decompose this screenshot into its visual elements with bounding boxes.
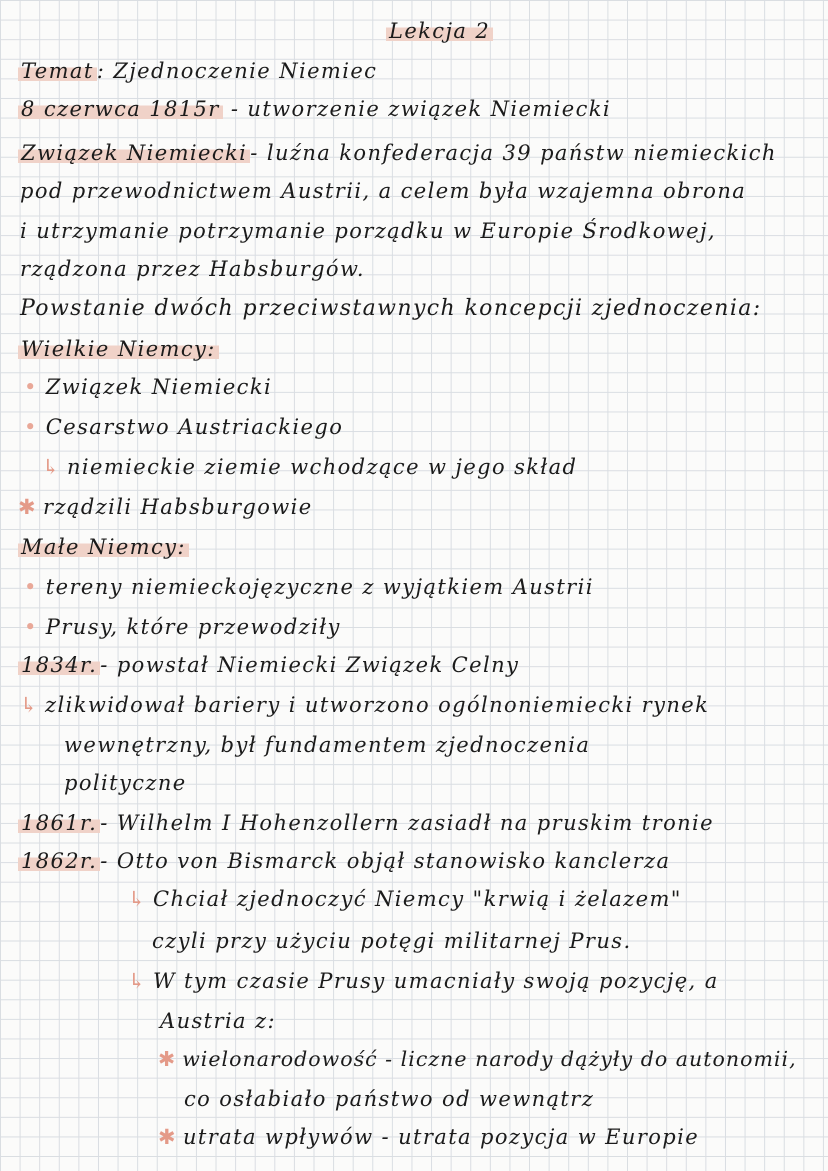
note-line: i utrzymanie potrzymanie porządku w Europie Środkowej, — [20, 219, 716, 243]
arrow-icon: ↳ — [42, 455, 61, 479]
list-subitem: ↳ Chciał zjednoczyć Niemcy "krwią i żelazem" — [128, 887, 682, 911]
note-line: polityczne — [64, 771, 187, 795]
topic-text: Zjednoczenie Niemiec — [113, 59, 378, 83]
note-line: pod przewodnictwem Austrii, a celem była wzajemna obrona — [20, 179, 747, 203]
date-highlight: 1862r. — [18, 849, 100, 873]
list-item: • Prusy, które przewodziły — [24, 615, 341, 639]
list-item: • Cesarstwo Austriackiego — [24, 415, 344, 439]
note-line: co osłabiało państwo od wewnątrz — [184, 1087, 595, 1111]
list-subitem: ✱ utrata wpływów - utrata pozycja w Europie — [158, 1125, 700, 1149]
bullet-icon: • — [24, 415, 38, 439]
arrow-icon: ↳ — [20, 693, 39, 717]
arrow-icon: ↳ — [128, 969, 147, 993]
star-icon: ✱ — [158, 1125, 177, 1149]
topic-label: Temat — [18, 59, 97, 83]
date-highlight: 1861r. — [18, 811, 100, 835]
note-line-1834: 1834r. - powstał Niemiecki Związek Celny — [18, 652, 519, 678]
term-highlight: Związek Niemiecki — [18, 141, 250, 165]
date-highlight: 1834r. — [18, 653, 100, 677]
note-line: wewnętrzny, był fundamentem zjednoczenia — [64, 733, 591, 757]
bullet-icon: • — [24, 615, 38, 639]
bullet-icon: • — [24, 575, 38, 599]
star-icon: ✱ — [158, 1047, 177, 1071]
section-heading: Wielkie Niemcy: — [18, 336, 219, 362]
note-line: Powstanie dwóch przeciwstawnych koncepcji zjednoczenia: — [20, 296, 762, 321]
list-subitem: ↳ niemieckie ziemie wchodzące w jego skład — [42, 455, 578, 479]
page-title: Lekcja 2 — [386, 18, 493, 44]
list-subitem: ↳ W tym czasie Prusy umacniały swoją pozycję, a — [128, 969, 719, 993]
arrow-icon: ↳ — [128, 887, 147, 911]
list-subitem: ✱ wielonarodowość - liczne narody dążyły do autonomii, — [158, 1047, 797, 1071]
date-highlight: 8 czerwca 1815r — [18, 97, 223, 121]
note-line-1815: 8 czerwca 1815r - utworzenie związek Niemiecki — [18, 96, 611, 122]
note-line-definition: Związek Niemiecki - luźna konfederacja 39 państw niemieckich — [18, 140, 777, 166]
bullet-icon: • — [24, 375, 38, 399]
note-line-1862: 1862r. - Otto von Bismarck objął stanowisko kanclerza — [18, 848, 670, 874]
note-line: czyli przy użyciu potęgi militarnej Prus. — [152, 929, 632, 953]
note-line: Austria z: — [160, 1009, 276, 1033]
list-item: ✱ rządzili Habsburgowie — [18, 495, 313, 519]
list-item: • tereny niemieckojęzyczne z wyjątkiem Austrii — [24, 575, 594, 599]
list-subitem: ↳ zlikwidował bariery i utworzono ogólnoniemiecki rynek — [20, 693, 710, 717]
note-line: rządzona przez Habsburgów. — [20, 257, 365, 281]
topic-line: Temat : Zjednoczenie Niemiec — [18, 58, 377, 84]
list-item: • Związek Niemiecki — [24, 375, 273, 399]
section-heading: Małe Niemcy: — [18, 534, 189, 560]
star-icon: ✱ — [18, 495, 37, 519]
note-line-1861: 1861r. - Wilhelm I Hohenzollern zasiadł na pruskim tronie — [18, 810, 714, 836]
